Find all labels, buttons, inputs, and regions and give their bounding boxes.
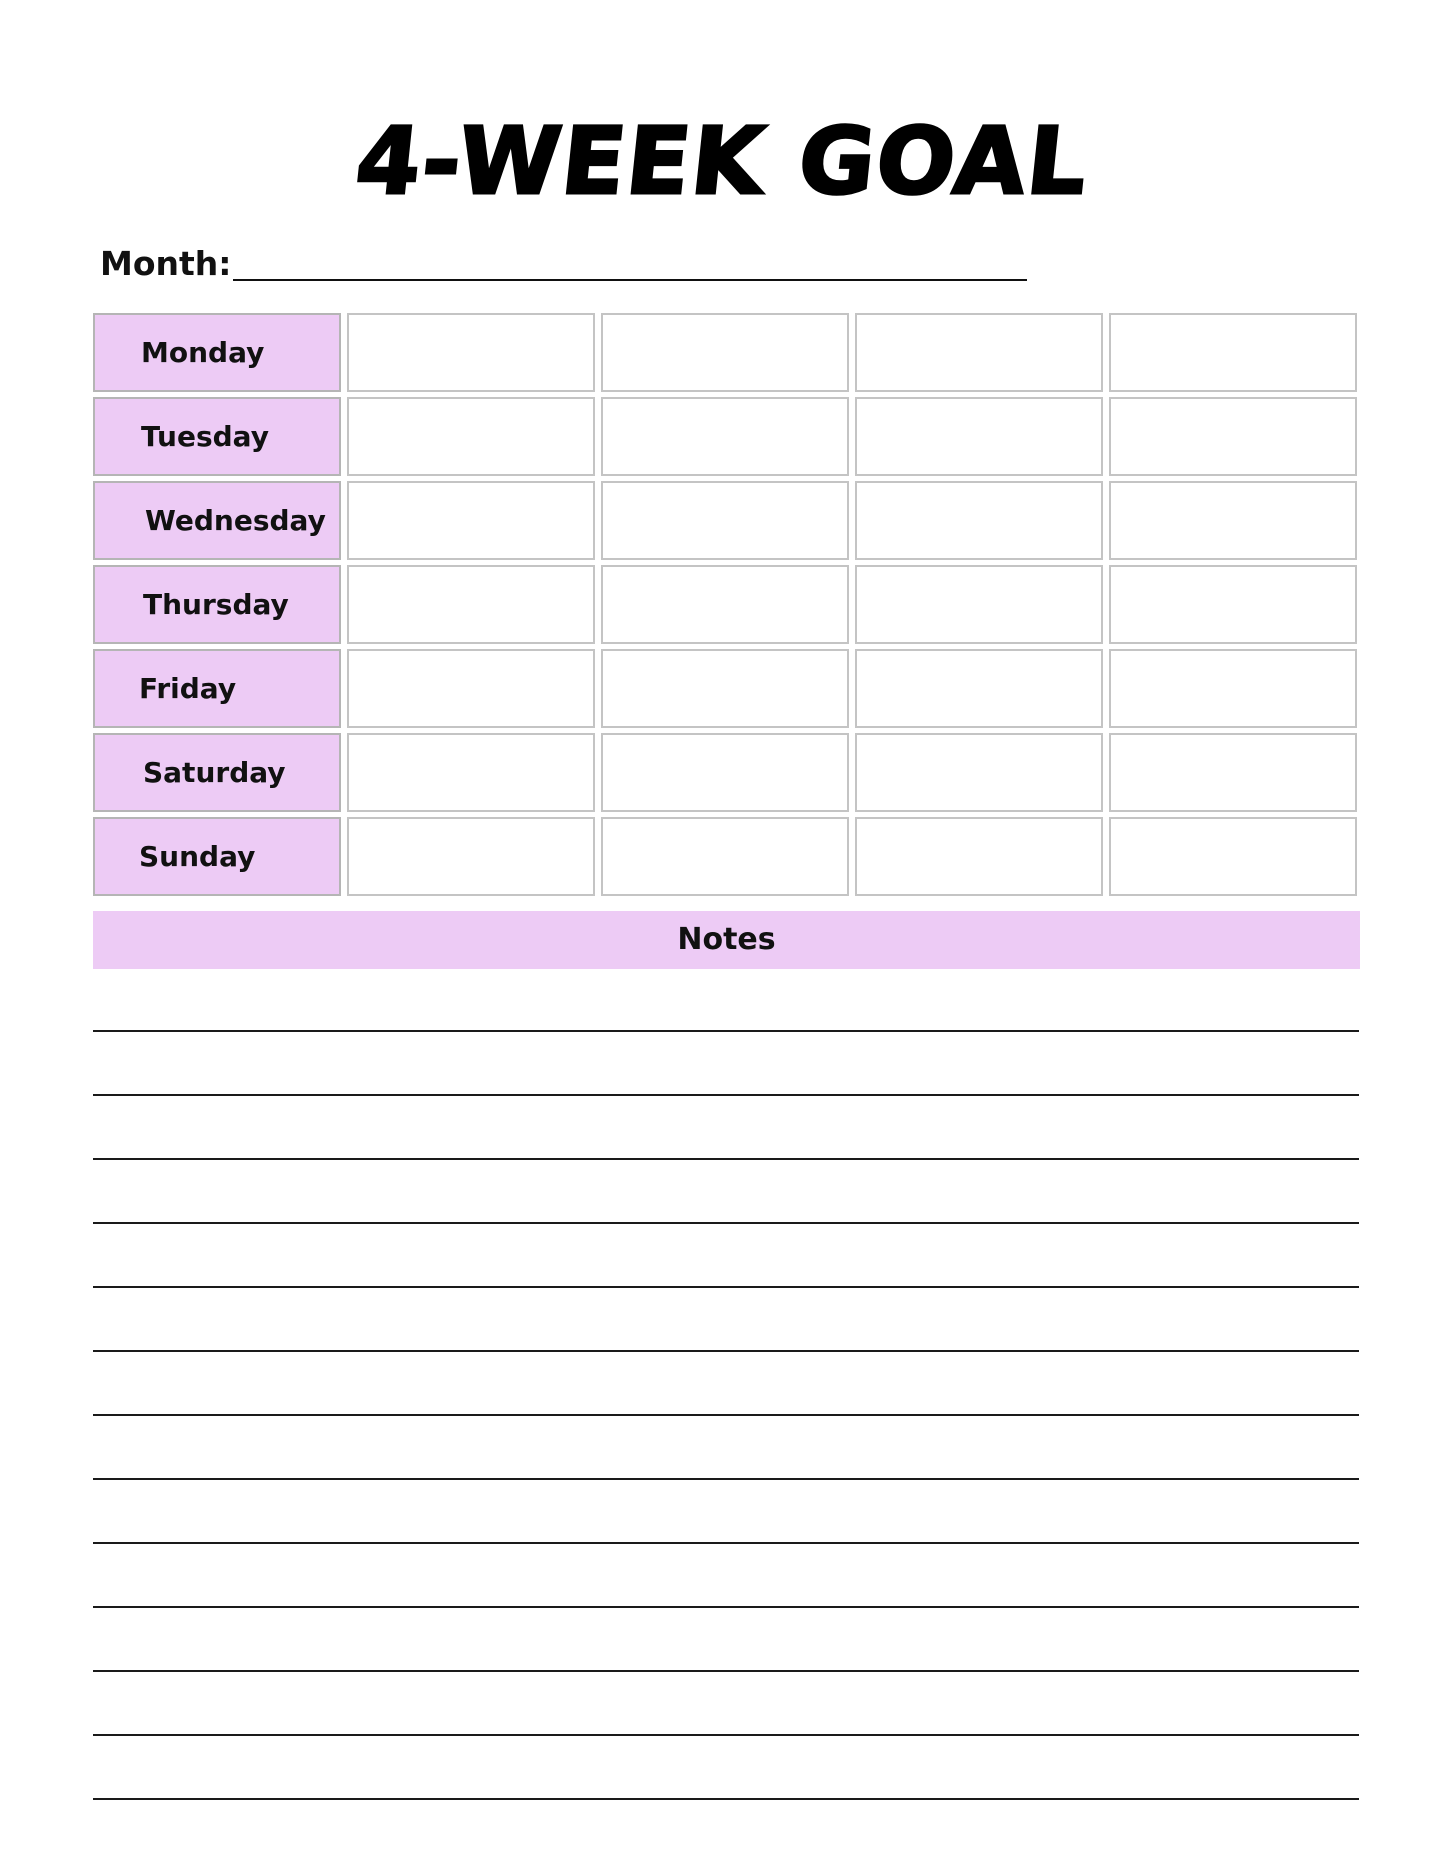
day-label: Sunday bbox=[139, 840, 256, 873]
week-2-cell[interactable] bbox=[601, 817, 849, 896]
week-4-cell[interactable] bbox=[1109, 481, 1357, 560]
day-cell-friday bbox=[93, 649, 341, 728]
week-1-cell[interactable] bbox=[347, 313, 595, 392]
day-cell-saturday bbox=[93, 733, 341, 812]
week-1-cell[interactable] bbox=[347, 733, 595, 812]
month-input-line[interactable] bbox=[233, 279, 1027, 281]
week-1-cell[interactable] bbox=[347, 817, 595, 896]
note-line[interactable] bbox=[93, 1094, 1359, 1096]
week-4-cell[interactable] bbox=[1109, 313, 1357, 392]
note-line[interactable] bbox=[93, 1606, 1359, 1608]
day-label: Wednesday bbox=[145, 504, 326, 537]
note-line[interactable] bbox=[93, 1670, 1359, 1672]
week-4-cell[interactable] bbox=[1109, 733, 1357, 812]
week-4-cell[interactable] bbox=[1109, 649, 1357, 728]
week-3-cell[interactable] bbox=[855, 733, 1103, 812]
note-line[interactable] bbox=[93, 1542, 1359, 1544]
grid-row-friday bbox=[93, 649, 1360, 728]
grid-row-thursday bbox=[93, 565, 1360, 644]
week-3-cell[interactable] bbox=[855, 313, 1103, 392]
day-cell-tuesday bbox=[93, 397, 341, 476]
week-4-cell[interactable] bbox=[1109, 397, 1357, 476]
note-line[interactable] bbox=[93, 1478, 1359, 1480]
day-label: Saturday bbox=[143, 756, 286, 789]
note-line[interactable] bbox=[93, 1350, 1359, 1352]
week-3-cell[interactable] bbox=[855, 481, 1103, 560]
note-line[interactable] bbox=[93, 1158, 1359, 1160]
note-line[interactable] bbox=[93, 1414, 1359, 1416]
notes-label: Notes bbox=[677, 922, 776, 957]
grid-row-tuesday bbox=[93, 397, 1360, 476]
note-line[interactable] bbox=[93, 1734, 1359, 1736]
week-2-cell[interactable] bbox=[601, 649, 849, 728]
week-1-cell[interactable] bbox=[347, 649, 595, 728]
week-2-cell[interactable] bbox=[601, 565, 849, 644]
month-field bbox=[100, 242, 1030, 286]
day-cell-thursday bbox=[93, 565, 341, 644]
note-line[interactable] bbox=[93, 1798, 1359, 1800]
week-3-cell[interactable] bbox=[855, 565, 1103, 644]
grid-row-sunday bbox=[93, 817, 1360, 896]
week-3-cell[interactable] bbox=[855, 817, 1103, 896]
day-cell-sunday bbox=[93, 817, 341, 896]
day-label: Friday bbox=[139, 672, 237, 705]
grid-row-monday bbox=[93, 313, 1360, 392]
day-label: Monday bbox=[141, 336, 265, 369]
note-line[interactable] bbox=[93, 1286, 1359, 1288]
notes-header bbox=[93, 911, 1360, 969]
grid-row-saturday bbox=[93, 733, 1360, 812]
week-2-cell[interactable] bbox=[601, 733, 849, 812]
week-1-cell[interactable] bbox=[347, 397, 595, 476]
day-label: Thursday bbox=[143, 588, 289, 621]
week-4-cell[interactable] bbox=[1109, 817, 1357, 896]
grid-row-wednesday bbox=[93, 481, 1360, 560]
week-4-cell[interactable] bbox=[1109, 565, 1357, 644]
page-title: 4-WEEK GOAL bbox=[351, 108, 1094, 215]
week-2-cell[interactable] bbox=[601, 397, 849, 476]
day-cell-monday bbox=[93, 313, 341, 392]
note-line[interactable] bbox=[93, 1222, 1359, 1224]
week-3-cell[interactable] bbox=[855, 397, 1103, 476]
note-line[interactable] bbox=[93, 1030, 1359, 1032]
weekly-goal-grid bbox=[93, 313, 1360, 901]
day-label: Tuesday bbox=[141, 420, 269, 453]
month-label: Month: bbox=[100, 244, 232, 283]
week-1-cell[interactable] bbox=[347, 565, 595, 644]
week-2-cell[interactable] bbox=[601, 481, 849, 560]
day-cell-wednesday bbox=[93, 481, 341, 560]
week-3-cell[interactable] bbox=[855, 649, 1103, 728]
week-1-cell[interactable] bbox=[347, 481, 595, 560]
week-2-cell[interactable] bbox=[601, 313, 849, 392]
